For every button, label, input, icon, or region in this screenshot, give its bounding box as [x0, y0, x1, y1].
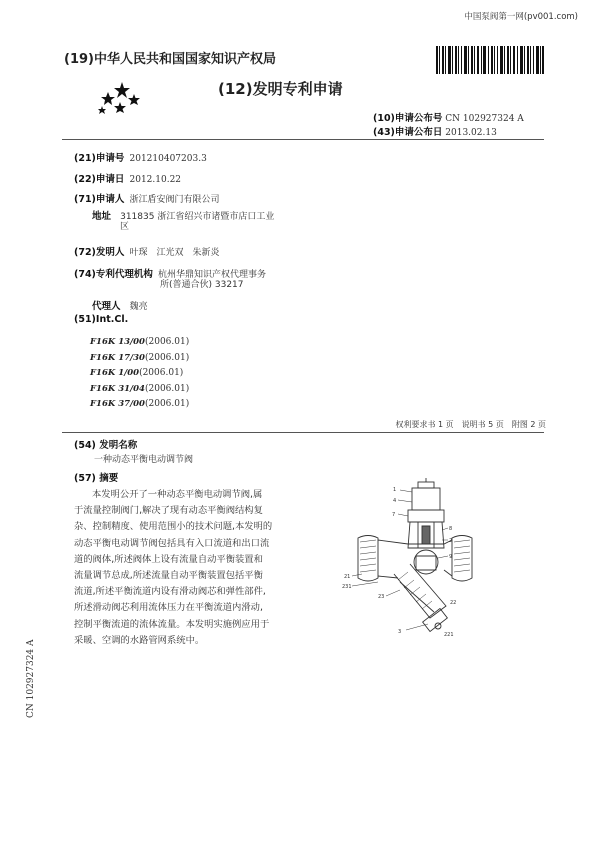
agent-label: 代理人: [92, 301, 121, 312]
classification-item: F16K 13/00(2006.01): [90, 337, 190, 347]
figure-label: 22: [450, 600, 457, 606]
classification-item: F16K 17/30(2006.01): [90, 352, 190, 363]
figure-label: 1: [393, 487, 397, 493]
abstract-line: 所述滑动阀芯利用流体压力在平衡流道内滑动,: [74, 602, 263, 614]
figure-label: 3: [398, 629, 402, 635]
figure-label: 8: [449, 526, 453, 532]
page-counts: 权利要求书 1 页 说明书 5 页 附图 2 页: [395, 420, 546, 429]
abstract-line: 流道,所述平衡流道内设有滑动阀芯和弹性部件,: [74, 586, 266, 598]
abstract-label: (57) 摘要: [74, 473, 119, 484]
barcode: [436, 46, 544, 74]
abstract-line: 控制平衡流道的流体流量。本发明实施例应用于: [74, 618, 270, 630]
app-number-label: (21)申请号: [74, 153, 125, 164]
pub-date-row: [373, 124, 497, 138]
abstract-line: 于流量控制阀门,解决了现有动态平衡阀结构复: [74, 505, 263, 517]
abstract-line: 本发明公开了一种动态平衡电动调节阀,属: [92, 489, 263, 500]
figure-label: 2: [449, 538, 453, 544]
classification-item: F16K 1/00(2006.01): [90, 368, 184, 378]
title-label: (54) 发明名称: [74, 440, 138, 451]
pub-number: CN 102927324 A: [445, 114, 524, 124]
figure-label: 21: [344, 574, 351, 580]
agent: 魏亮: [129, 302, 148, 312]
inventor-label: (72)发明人: [74, 247, 125, 258]
address-line-1: 311835 浙江省绍兴市诸暨市店口工业: [120, 212, 275, 222]
address-line-2: 区: [120, 222, 130, 232]
pub-date-label: (43)申请公布日: [373, 127, 443, 138]
applicant-label: (71)申请人: [74, 194, 125, 205]
inventors: 叶琛 江光双 朱新炎: [129, 248, 220, 258]
figure-label: 221: [444, 632, 454, 638]
abstract-line: 动态平衡电动调节阀包括具有入口流道和出口流: [74, 537, 270, 549]
cnipa-emblem: [96, 80, 146, 116]
inventor-row: [74, 240, 220, 259]
app-date-label: (22)申请日: [74, 174, 125, 185]
agency-line-2: 所(普通合伙) 33217: [160, 280, 244, 290]
invention-title: 一种动态平衡电动调节阀: [94, 455, 194, 465]
agency-line-1: 杭州华鼎知识产权代理事务: [158, 270, 267, 280]
abstract-line: 杂、控制精度、使用范围小的技术问题,本发明的: [74, 521, 273, 533]
site-watermark: 中国泵阀第一网(pv001.com): [464, 12, 578, 22]
abstract-line: 道的阀体,所述阀体上设有流量自动平衡装置和: [74, 553, 263, 565]
figure-label: 231: [342, 584, 352, 590]
address-label: 地址: [92, 211, 112, 222]
figure-label: 9: [449, 554, 453, 560]
classification-item: F16K 31/04(2006.01): [90, 383, 190, 394]
pub-number-row: [373, 110, 524, 124]
intcl-label: (51)Int.Cl.: [74, 314, 129, 325]
app-number-row: [74, 146, 207, 165]
agent-row: [92, 294, 148, 313]
valve-drawing: [338, 478, 478, 640]
classification-item: F16K 37/00(2006.01): [90, 399, 190, 409]
app-date: 2012.10.22: [129, 175, 182, 185]
app-date-row: [74, 167, 181, 186]
classification-list: [90, 329, 189, 407]
applicant: 浙江盾安阀门有限公司: [129, 195, 220, 205]
figure-label: 7: [392, 512, 396, 518]
app-number: 201210407203.3: [129, 154, 207, 164]
section-divider: [62, 432, 544, 433]
abstract-text: [74, 487, 304, 649]
header-divider: [62, 139, 544, 140]
document-type: (12)发明专利申请: [218, 80, 343, 98]
abstract-line: 采暖、空调的水路管网系统中。: [74, 634, 205, 646]
pub-number-label: (10)申请公布号: [373, 113, 443, 124]
side-publication-number: CN 102927324 A: [26, 639, 36, 718]
office-name: (19)中华人民共和国国家知识产权局: [64, 52, 276, 67]
figure-label: 4: [393, 498, 397, 504]
pub-date: 2013.02.13: [445, 128, 497, 138]
figure-label: 23: [378, 594, 385, 600]
agency-label: (74)专利代理机构: [74, 269, 153, 280]
abstract-line: 流量调节总成,所述流量自动平衡装置包括平衡: [74, 570, 263, 582]
